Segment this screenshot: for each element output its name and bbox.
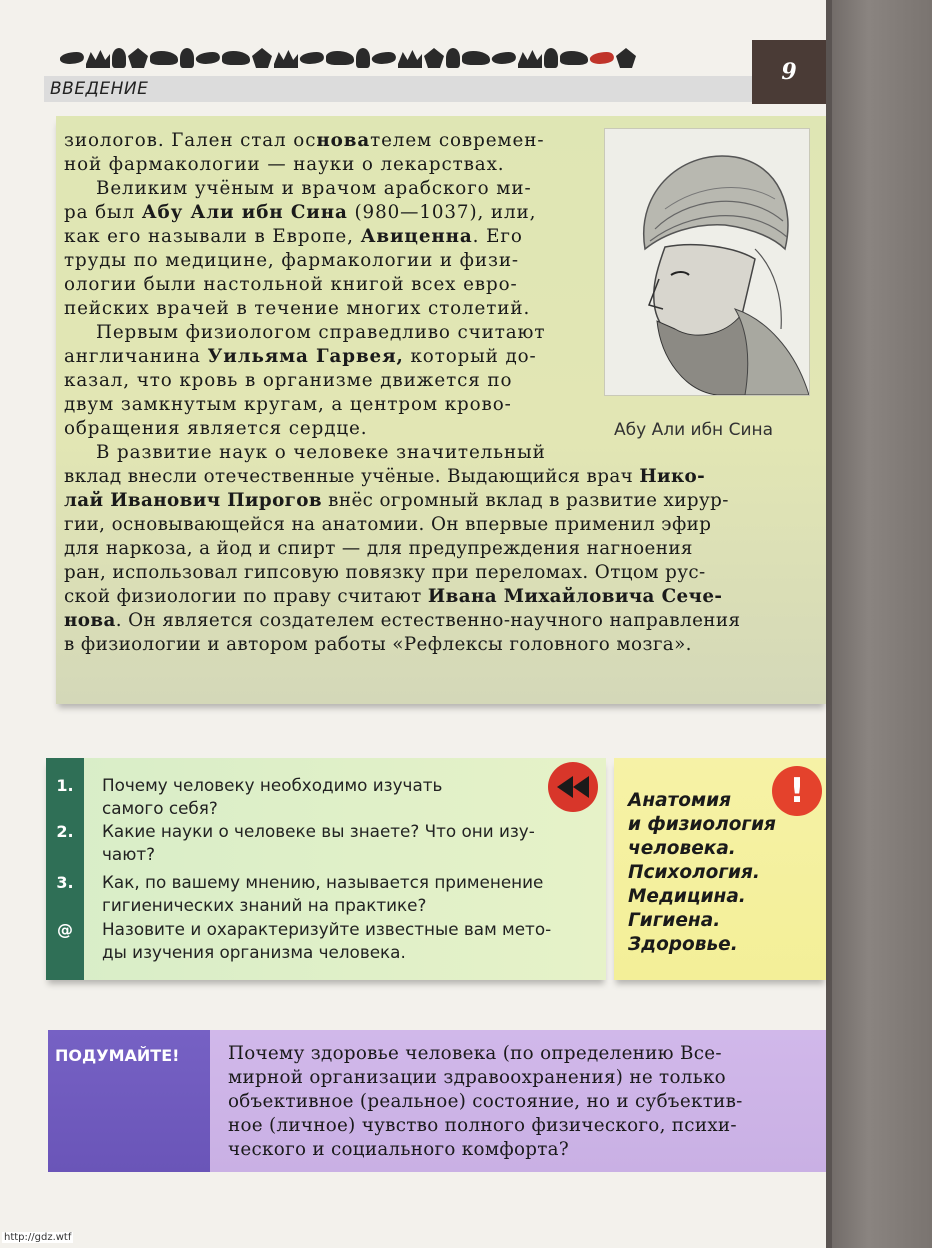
- body-line: казал, что кровь в организме движется по: [64, 370, 513, 391]
- question-number: 3.: [56, 873, 74, 892]
- keyword: Здоровье.: [628, 934, 738, 955]
- body-line: для наркоза, а йод и спирт — для предупреждения нагноения: [64, 538, 693, 559]
- keyword: и физиология: [628, 814, 776, 835]
- question-text: гигиенических знаний на практике?: [102, 895, 427, 915]
- question-text: Какие науки о человеке вы знаете? Что они изу-: [102, 821, 535, 841]
- section-title: ВВЕДЕНИЕ: [50, 79, 149, 99]
- body-line: нова. Он является создателем естественно-научного направления: [64, 610, 741, 631]
- keyword: Гигиена.: [628, 910, 721, 931]
- body-line: труды по медицине, фармакологии и физи-: [64, 250, 519, 271]
- exclamation-icon: !: [772, 766, 822, 816]
- keyword: Медицина.: [628, 886, 746, 907]
- page-edge-strip: [826, 0, 932, 1248]
- question-number: @: [57, 920, 73, 939]
- question-number: 1.: [56, 776, 74, 795]
- question-text: Как, по вашему мнению, называется применение: [102, 872, 544, 892]
- think-line: объективное (реальное) состояние, но и субъектив-: [228, 1091, 743, 1112]
- body-line: пейских врачей в течение многих столетий.: [64, 298, 531, 319]
- question-text: чают?: [102, 844, 156, 864]
- body-line: ра был Абу Али ибн Сина (980—1037), или,: [64, 202, 537, 223]
- think-line: ное (личное) чувство полного физического, психи-: [228, 1115, 737, 1136]
- body-line: в физиологии и автором работы «Рефлексы головного мозга».: [64, 634, 692, 655]
- think-line: ческого и социального комфорта?: [228, 1139, 569, 1160]
- rewind-icon[interactable]: [548, 762, 598, 812]
- question-number: 2.: [56, 822, 74, 841]
- question-text: Почему человеку необходимо изучать: [102, 775, 443, 795]
- body-line: обращения является сердце.: [64, 418, 368, 439]
- body-line: лай Иванович Пирогов внёс огромный вклад в развитие хирур-: [64, 490, 729, 511]
- think-line: мирной организации здравоохранения) не только: [228, 1067, 726, 1088]
- body-line: Первым физиологом справедливо считают: [96, 322, 546, 343]
- source-link[interactable]: http://gdz.wtf: [4, 1232, 72, 1243]
- keyword: Анатомия: [628, 790, 731, 811]
- body-line: Великим учёным и врачом арабского ми-: [96, 178, 532, 199]
- body-line: англичанина Уильяма Гарвея, который до-: [64, 346, 537, 367]
- think-label: ПОДУМАЙТЕ!: [55, 1046, 180, 1065]
- body-line: гии, основывающейся на анатомии. Он впервые применил эфир: [64, 514, 712, 535]
- body-line: двум замкнутым кругам, а центром крово-: [64, 394, 512, 415]
- body-line: зиологов. Гален стал основателем современ-: [64, 130, 545, 151]
- body-line: ской физиологии по праву считают Ивана Михайловича Сече-: [64, 586, 723, 607]
- body-line: ной фармакологии — науки о лекарствах.: [64, 154, 505, 175]
- question-text: ды изучения организма человека.: [102, 942, 406, 962]
- keyword: человека.: [628, 838, 736, 859]
- portrait-caption: Абу Али ибн Сина: [614, 420, 774, 440]
- body-line: как его называли в Европе, Авиценна. Его: [64, 226, 523, 247]
- page-number: 9: [752, 40, 826, 104]
- body-line: ологии были настольной книгой всех евро-: [64, 274, 518, 295]
- think-line: Почему здоровье человека (по определению Все-: [228, 1043, 722, 1064]
- body-line: вклад внесли отечественные учёные. Выдающийся врач Нико-: [64, 466, 706, 487]
- body-line: ран, использовал гипсовую повязку при переломах. Отцом рус-: [64, 562, 706, 583]
- keyword: Психология.: [628, 862, 760, 883]
- header-bar: [44, 76, 752, 102]
- question-text: самого себя?: [102, 798, 218, 818]
- question-text: Назовите и охарактеризуйте известные вам мето-: [102, 919, 552, 939]
- animal-silhouette-border-icon: [60, 42, 740, 74]
- portrait-image: [604, 128, 810, 396]
- body-line: В развитие наук о человеке значительный: [96, 442, 546, 463]
